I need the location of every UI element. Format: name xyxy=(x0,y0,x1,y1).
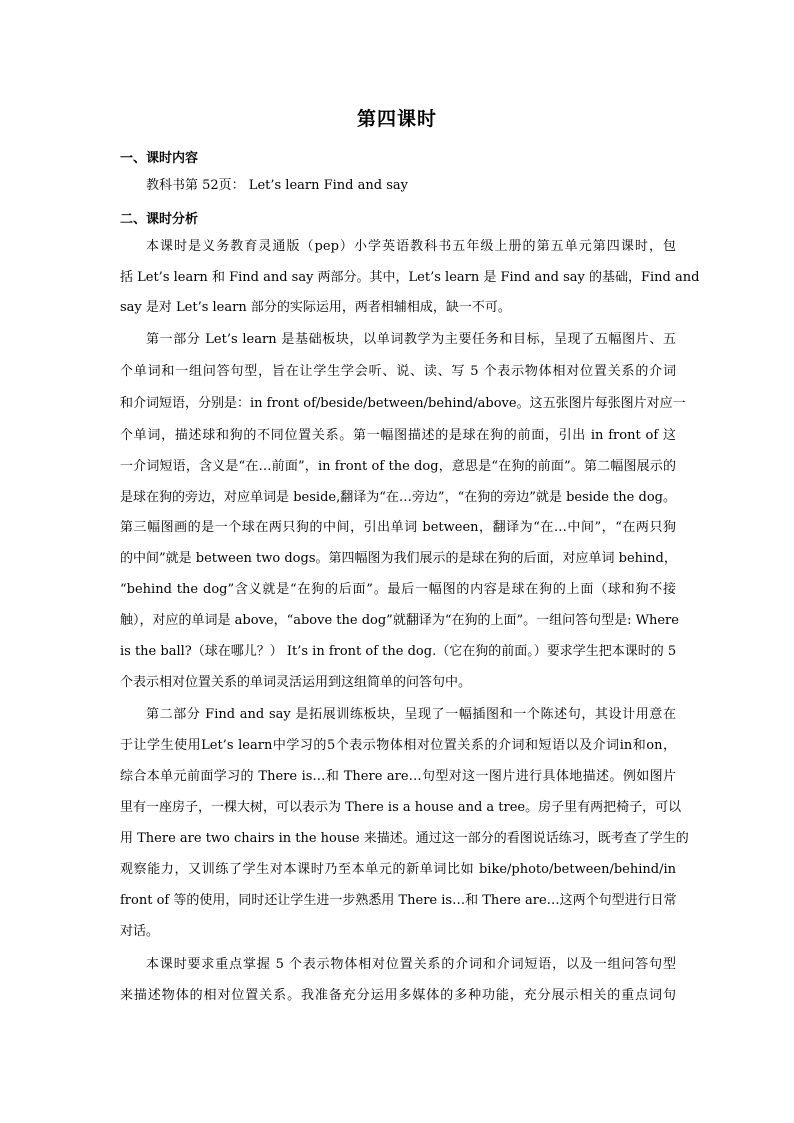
paragraph-line: 个单词，描述球和狗的不同位置关系。第一幅图描述的是球在狗的前面，引出 in front of 这 xyxy=(120,428,676,443)
paragraph-line: 本课时是义务教育灵通版（pep）小学英语教科书五年级上册的第五单元第四课时，包 xyxy=(146,239,676,254)
paragraph-line: 对话。 xyxy=(120,924,160,939)
paragraph-line: 一介词短语，含义是“在…前面”，in front of the dog，意思是“在狗的前面”。第二幅图展示的 xyxy=(120,459,676,474)
paragraph-line: 的中间”就是 between two dogs。第四幅图为我们展示的是球在狗的后面，对应单词 behind， xyxy=(120,551,677,566)
paragraph-line: 括 Let’s learn 和 Find and say 两部分。其中，Let’s learn 是 Find and say 的基础，Find and xyxy=(120,270,700,285)
paragraph-line: 综合本单元前面学习的 There is…和 There are…句型对这一图片进行具体地描述。例如图片 xyxy=(120,769,676,784)
paragraph-line: 观察能力，又训练了学生对本课时乃至本单元的新单词比如 bike/photo/between/behind/in xyxy=(120,862,676,877)
paragraph-line: 和介词短语，分别是：in front of/beside/between/behind/above。这五张图片每张图片对应一 xyxy=(120,396,686,411)
paragraph-line: 里有一座房子，一棵大树，可以表示为 There is a house and a tree。房子里有两把椅子，可以 xyxy=(120,800,682,815)
paragraph-line: 来描述物体的相对位置关系。我准备充分运用多媒体的多种功能，充分展示相关的重点词句 xyxy=(120,988,676,1003)
section-heading-course-content: 一、课时内容 xyxy=(120,151,199,166)
paragraph-line: 用 There are two chairs in the house 来描述。通过这一部分的看图说话练习，既考查了学生的 xyxy=(120,831,689,846)
paragraph-line: 是球在狗的旁边，对应单词是 beside,翻译为“在…旁边”，“在狗的旁边”就是 beside the dog。 xyxy=(120,490,676,505)
paragraph-line: 教科书第 52页： Let’s learn Find and say xyxy=(146,178,408,193)
paragraph-line: 本课时要求重点掌握 5 个表示物体相对位置关系的介词和介词短语，以及一组问答句型 xyxy=(146,957,676,972)
paragraph-line: 触），对应的单词是 above，“above the dog”就翻译为“在狗的上面”。一组问答句型是: Where xyxy=(120,613,679,628)
paragraph-line: “behind the dog”含义就是“在狗的后面”。最后一幅图的内容是球在狗的上面（球和狗不接 xyxy=(120,582,676,597)
paragraph-line: is the ball?（球在哪儿？） It’s in front of the dog.（它在狗的前面。）要求学生把本课时的 5 xyxy=(120,644,677,659)
page-title: 第四课时 xyxy=(356,108,437,130)
section-heading-course-analysis: 二、课时分析 xyxy=(120,212,199,227)
paragraph-line: 个单词和一组问答句型，旨在让学生学会听、说、读、写 5 个表示物体相对位置关系的介词 xyxy=(120,364,676,379)
paragraph-line: 第一部分 Let’s learn 是基础板块，以单词教学为主要任务和目标，呈现了五幅图片、五 xyxy=(146,332,676,347)
paragraph-line: front of 等的使用，同时还让学生进一步熟悉用 There is…和 There are…这两个句型进行日常 xyxy=(120,893,677,908)
paragraph-line: 第二部分 Find and say 是拓展训练板块，呈现了一幅插图和一个陈述句，其设计用意在 xyxy=(146,707,676,722)
paragraph-line: 第三幅图画的是一个球在两只狗的中间，引出单词 between，翻译为“在…中间”，“在两只狗 xyxy=(120,520,676,535)
paragraph-line: say 是对 Let’s learn 部分的实际运用，两者相辅相成，缺一不可。 xyxy=(120,300,511,315)
paragraph-line: 个表示相对位置关系的单词灵活运用到这组简单的问答句中。 xyxy=(120,675,472,690)
paragraph-line: 于让学生使用Let’s learn中学习的5个表示物体相对位置关系的介词和短语以及介词in和on， xyxy=(120,738,676,753)
